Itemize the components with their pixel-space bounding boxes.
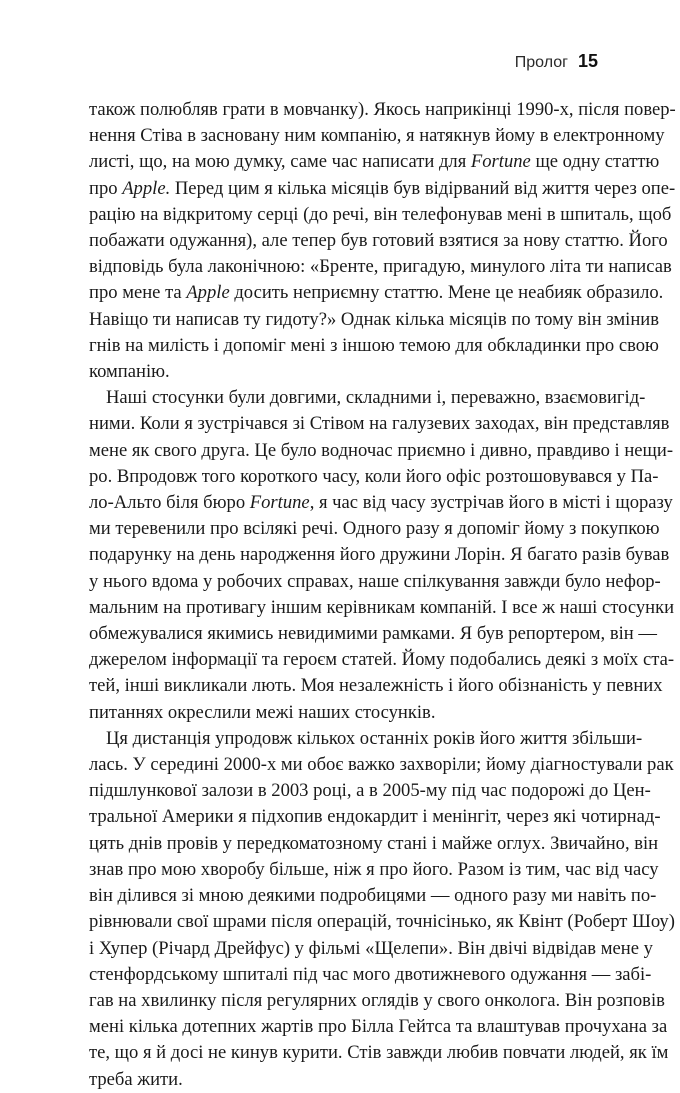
- text-line: нення Стіва в засновану ним компанію, я натякнув йому в електронному: [89, 125, 665, 147]
- text-line: ло-Альто біля бюро Fortune, я час від часу зустрічав його в місті і щоразу: [89, 492, 673, 514]
- italic-term: Apple.: [122, 177, 171, 199]
- text-line: підшлункової залози в 2003 році, а в 2005-му під час подорожі до Цен-: [89, 780, 651, 802]
- text-line: мене як свого друга. Це було водночас приємно і дивно, правдиво і нещи-: [89, 439, 674, 461]
- text-line: обмежувалися якимись невидимими рамками. Я був репортером, він —: [89, 623, 657, 645]
- text-line: те, що я й досі не кинув курити. Стів завжди любив повчати людей, як їм: [89, 1042, 669, 1064]
- italic-term: Fortune: [249, 492, 310, 514]
- text-line: стенфордському шпиталі під час мого двотижневого одужання — забі-: [89, 963, 652, 985]
- page-number: 15: [577, 51, 598, 71]
- text-line: він ділився зі мною деякими подробицями — одного разу ми навіть по-: [89, 885, 657, 907]
- text-line: лась. У середині 2000-х ми обоє важко захворіли; йому діагностували рак: [89, 754, 674, 776]
- text-line: питаннях окреслили межі наших стосунків.: [89, 701, 436, 723]
- text-line: мальним на противагу іншим керівникам компаній. І все ж наші стосунки: [89, 596, 675, 618]
- text-line: Ця дистанція упродовж кількох останніх років його життя збільши-: [106, 727, 643, 749]
- text-line: Наші стосунки були довгими, складними і, переважно, взаємовигід-: [106, 387, 646, 409]
- text-line: тральної Америки я підхопив ендокардит і менінгіт, через які чотирнад-: [89, 806, 661, 828]
- text-line: побажати одужання), але тепер був готовий взятися за нову статтю. Його: [89, 230, 668, 252]
- page-header: [515, 51, 598, 72]
- text-line: треба жити.: [89, 1068, 183, 1090]
- text-line: рацію на відкритому серці (до речі, він телефонував мені в шпиталь, щоб: [89, 203, 672, 225]
- text-line: про Apple. Перед цим я кілька місяців був відірваний від життя через опе-: [89, 177, 676, 199]
- text-line: знав про мою хворобу більше, ніж я про його. Разом із тим, час від часу: [89, 858, 659, 880]
- text-line: у нього вдома у робочих справах, наше спілкування завжди було нефор-: [89, 570, 661, 592]
- text-line: відповідь була лаконічною: «Бренте, пригадую, минулого літа ти написав: [89, 256, 672, 278]
- body-text: [89, 97, 676, 1093]
- text-line: про мене та Apple досить неприємну статтю. Мене це неабияк образило.: [89, 282, 664, 304]
- text-line: компанію.: [89, 361, 170, 383]
- paragraph: [89, 97, 676, 385]
- running-head: Пролог: [514, 54, 568, 71]
- text-line: мені кілька дотепних жартів про Білла Гейтса та влаштував прочухана за: [89, 1016, 668, 1038]
- paragraph: [89, 385, 675, 726]
- paragraph: [89, 726, 675, 1093]
- text-line: ро. Впродовж того короткого часу, коли його офіс розтошовувався у Па-: [89, 465, 659, 487]
- italic-term: Apple: [186, 282, 230, 304]
- text-line: також полюбляв грати в мовчанку). Якось наприкінці 1990-х, після повер-: [89, 99, 676, 120]
- text-line: рівнювали свої шрами після операцій, точнісінько, як Квінт (Роберт Шоу): [89, 911, 675, 933]
- text-line: гав на хвилинку після регулярних оглядів у свого онколога. Він розповів: [89, 989, 665, 1011]
- italic-term: Fortune: [470, 151, 531, 173]
- text-line: цять днів провів у передкоматозному стані і майже оглух. Звичайно, він: [89, 832, 659, 854]
- text-line: листі, що, на мою думку, саме час написати для Fortune ще одну статтю: [89, 151, 660, 173]
- text-line: ними. Коли я зустрічався зі Стівом на галузевих заходах, він представляв: [89, 413, 670, 435]
- text-line: ми теревенили про всілякі речі. Одного разу я допоміг йому з покупкою: [89, 518, 660, 540]
- text-line: тей, інші викликали лють. Моя незалежність і його обізнаність у певних: [89, 675, 663, 697]
- text-line: джерелом інформації та героєм статей. Йому подобались деякі з моїх ста-: [89, 649, 675, 671]
- text-line: і Хупер (Річард Дрейфус) у фільмі «Щелепи». Він двічі відвідав мене у: [89, 937, 653, 959]
- text-line: гнів на милість і допоміг мені з іншою темою для обкладинки про свою: [89, 334, 659, 356]
- text-line: Навіщо ти написав ту гидоту?» Однак кілька місяців по тому він змінив: [89, 308, 660, 330]
- text-line: подарунку на день народження його дружини Лорін. Я багато разів бував: [89, 544, 670, 566]
